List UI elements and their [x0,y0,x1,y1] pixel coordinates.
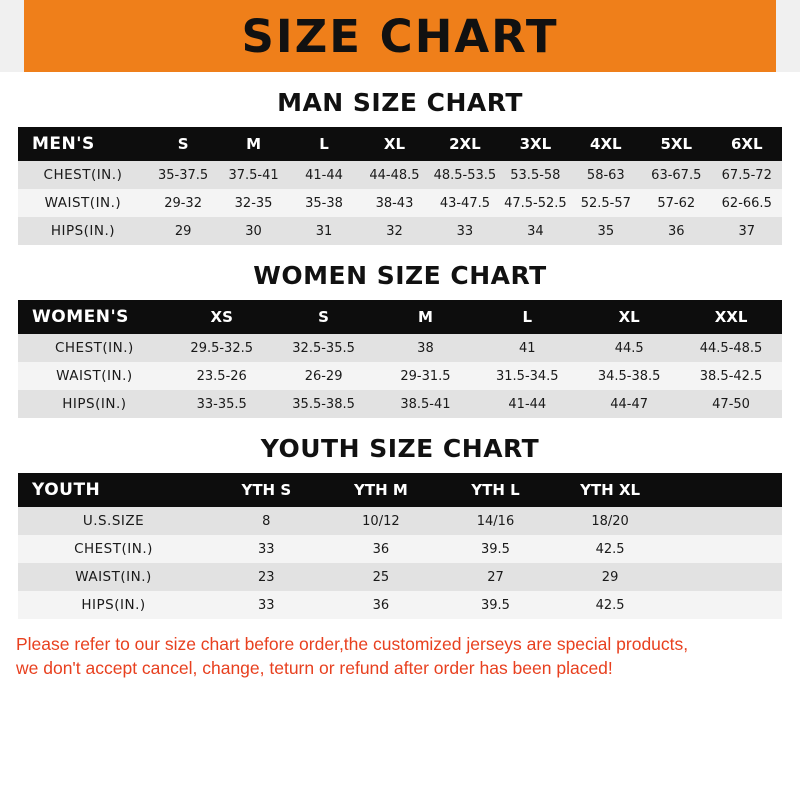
men-hips-4xl: 35 [571,217,641,245]
youth-header-spacer [667,473,782,507]
women-section-title: WOMEN SIZE CHART [253,261,547,290]
men-waist-m: 32-35 [218,189,288,217]
women-waist-xxl: 38.5-42.5 [680,362,782,390]
youth-chest-m: 36 [324,535,439,563]
men-chest-2xl: 48.5-53.5 [430,161,500,189]
table-row [18,535,782,563]
men-chest-s: 35-37.5 [148,161,218,189]
table-row [18,161,782,189]
youth-ussize-m: 10/12 [324,507,439,535]
men-header-label: MEN'S [32,134,95,154]
youth-hips-spacer [667,591,782,619]
women-chest-s: 32.5-35.5 [273,334,375,362]
page-title: SIZE CHART [241,9,559,63]
women-waist-xl: 34.5-38.5 [578,362,680,390]
men-waist-l: 35-38 [289,189,359,217]
men-header-6xl: 6XL [730,135,763,153]
men-waist-2xl: 43-47.5 [430,189,500,217]
men-chest-l: 41-44 [289,161,359,189]
women-waist-l: 31.5-34.5 [476,362,578,390]
women-header-l: L [522,308,533,326]
men-chest-6xl: 67.5-72 [712,161,783,189]
women-hips-xxl: 47-50 [680,390,782,418]
women-hips-xs: 33-35.5 [171,390,273,418]
men-hips-l: 31 [289,217,359,245]
youth-hips-xl: 42.5 [553,591,668,619]
women-chest-xs: 29.5-32.5 [171,334,273,362]
youth-waist-s: 23 [209,563,324,591]
youth-header-xl: YTH XL [580,481,641,499]
men-header-5xl: 5XL [660,135,693,153]
note-line-2: we don't accept cancel, change, teturn or refund after order has been placed! [16,657,613,678]
men-chest-label: CHEST(IN.) [18,161,148,189]
table-header-row [18,127,782,161]
youth-chest-s: 33 [209,535,324,563]
women-chest-m: 38 [375,334,477,362]
youth-hips-l: 39.5 [438,591,553,619]
men-chest-m: 37.5-41 [218,161,288,189]
table-row [18,563,782,591]
youth-header-l: YTH L [471,481,520,499]
women-waist-m: 29-31.5 [375,362,477,390]
women-header-xl: XL [618,308,640,326]
men-waist-6xl: 62-66.5 [712,189,783,217]
women-hips-l: 41-44 [476,390,578,418]
men-waist-3xl: 47.5-52.5 [500,189,570,217]
youth-chest-l: 39.5 [438,535,553,563]
men-chest-5xl: 63-67.5 [641,161,711,189]
youth-ussize-l: 14/16 [438,507,553,535]
charts-container [0,88,800,619]
youth-chest-spacer [667,535,782,563]
table-row [18,591,782,619]
youth-header-label: YOUTH [32,480,101,500]
men-waist-5xl: 57-62 [641,189,711,217]
women-waist-label: WAIST(IN.) [18,362,171,390]
women-hips-xl: 44-47 [578,390,680,418]
women-hips-label: HIPS(IN.) [18,390,171,418]
men-section-title: MAN SIZE CHART [277,88,523,117]
table-row [18,507,782,535]
youth-section-title: YOUTH SIZE CHART [260,434,540,463]
youth-header-m: YTH M [353,481,408,499]
table-row [18,362,782,390]
men-waist-label: WAIST(IN.) [18,189,148,217]
women-chest-xl: 44.5 [578,334,680,362]
women-header-xs: XS [210,308,233,326]
men-size-table [18,127,782,245]
note-line-1: Please refer to our size chart before order,the customized jerseys are special products, [16,634,689,654]
youth-hips-s: 33 [209,591,324,619]
youth-hips-label: HIPS(IN.) [18,591,209,619]
men-waist-4xl: 52.5-57 [571,189,641,217]
order-policy-note [0,633,800,680]
banner-right-edge [776,0,800,72]
youth-hips-m: 36 [324,591,439,619]
banner-left-edge [0,0,24,72]
men-hips-2xl: 33 [430,217,500,245]
men-hips-xl: 32 [359,217,429,245]
youth-waist-xl: 29 [553,563,668,591]
youth-ussize-spacer [667,507,782,535]
women-hips-s: 35.5-38.5 [273,390,375,418]
youth-waist-label: WAIST(IN.) [18,563,209,591]
men-chest-3xl: 53.5-58 [500,161,570,189]
women-waist-xs: 23.5-26 [171,362,273,390]
women-chest-l: 41 [476,334,578,362]
youth-waist-l: 27 [438,563,553,591]
women-header-xxl: XXL [714,308,748,326]
women-header-s: S [318,308,329,326]
men-header-2xl: 2XL [449,135,481,153]
men-chest-4xl: 58-63 [571,161,641,189]
table-row [18,189,782,217]
men-hips-5xl: 36 [641,217,711,245]
youth-ussize-s: 8 [209,507,324,535]
youth-chest-xl: 42.5 [553,535,668,563]
men-header-l: L [319,135,329,153]
men-hips-3xl: 34 [500,217,570,245]
men-header-s: S [177,135,189,153]
men-hips-label: HIPS(IN.) [18,217,148,245]
youth-chest-label: CHEST(IN.) [18,535,209,563]
table-row [18,334,782,362]
women-size-table [18,300,782,418]
men-waist-xl: 38-43 [359,189,429,217]
men-waist-s: 29-32 [148,189,218,217]
men-header-3xl: 3XL [519,135,552,153]
youth-header-s: YTH S [241,481,292,499]
men-hips-6xl: 37 [712,217,783,245]
men-hips-s: 29 [148,217,218,245]
men-header-m: M [246,135,262,153]
youth-waist-spacer [667,563,782,591]
men-header-xl: XL [383,135,406,153]
youth-ussize-xl: 18/20 [553,507,668,535]
youth-ussize-label: U.S.SIZE [18,507,209,535]
table-header-row [18,300,782,334]
table-row [18,390,782,418]
women-chest-xxl: 44.5-48.5 [680,334,782,362]
men-chest-xl: 44-48.5 [359,161,429,189]
women-waist-s: 26-29 [273,362,375,390]
youth-size-table [18,473,782,619]
table-header-row [18,473,782,507]
women-header-label: WOMEN'S [32,307,129,327]
youth-waist-m: 25 [324,563,439,591]
men-header-4xl: 4XL [590,135,622,153]
women-hips-m: 38.5-41 [375,390,477,418]
women-header-m: M [417,308,433,326]
header-banner [0,0,800,72]
women-chest-label: CHEST(IN.) [18,334,171,362]
table-row [18,217,782,245]
men-hips-m: 30 [218,217,288,245]
